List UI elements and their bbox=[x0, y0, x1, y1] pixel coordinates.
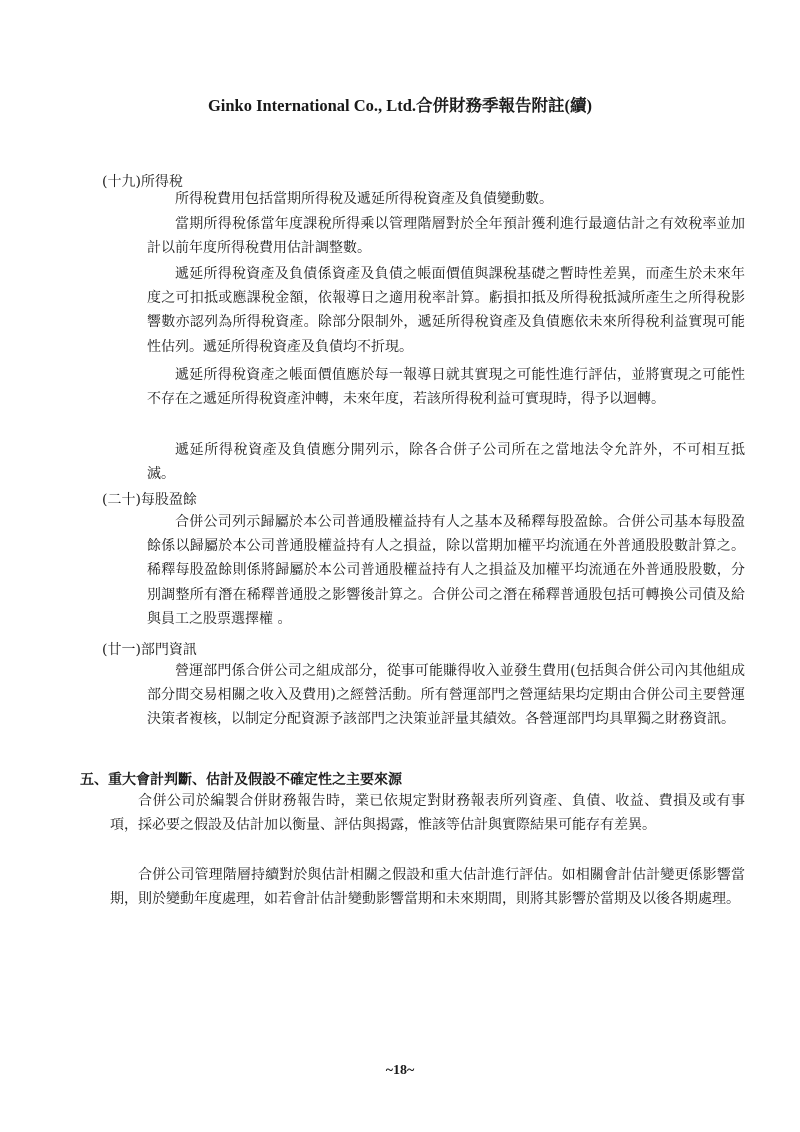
paragraph: 遞延所得稅資產及負債應分開列示，除各合併子公司所在之當地法令允許外，不可相互抵滅。 bbox=[147, 442, 745, 483]
paragraph: 合併公司列示歸屬於本公司普通股權益持有人之基本及稀釋每股盈餘。合併公司基本每股盈餘係以歸屬於本公司普通股權益持有人之損益，除以當期加權平均流通在外普通股股數計算之。稀釋每股盈餘則係將歸屬於本公司普通股權益持有人之損益及加權平均流通在外普通股股數，分別調整所有潛在稀釋普通股之影響後計算之。合併公司之潛在稀釋普通股包括可轉換公司債及給與員工之股票選擇權 。 bbox=[147, 514, 745, 627]
section-heading-income-tax: (十九)所得稅 bbox=[102, 174, 183, 190]
section5-heading: 五、重大會計判斷、估計及假設不確定性之主要來源 bbox=[80, 772, 402, 788]
page-number: ~18~ bbox=[385, 1063, 415, 1078]
page-title: Ginko International Co., Ltd.合併財務季報告附註(續) bbox=[207, 96, 593, 115]
paragraph: 營運部門係合併公司之組成部分，從事可能賺得收入並發生費用(包括與合併公司內其他組成部分間交易相關之收入及費用)之經營活動。所有營運部門之營運結果均定期由合併公司主要營運決策者複核，以制定分配資源予該部門之決策並評量其績效。各營運部門均具單獨之財務資訊。 bbox=[147, 663, 745, 728]
paragraph: 當期所得稅係當年度課稅所得乘以管理階層對於全年預計獲利進行最適估計之有效稅率並加計以前年度所得稅費用估計調整數。 bbox=[147, 216, 745, 257]
section-heading-eps: (二十)每股盈餘 bbox=[102, 492, 197, 508]
section-heading-segment: (廿一)部門資訊 bbox=[102, 642, 197, 658]
paragraph: 遞延所得稅資產之帳面價值應於每一報導日就其實現之可能性進行評估，並將實現之可能性不存在之遞延所得稅資產沖轉，未來年度，若該所得稅利益可實現時，得予以迴轉。 bbox=[147, 367, 745, 408]
paragraph: 所得稅費用包括當期所得稅及遞延所得稅資產及負債變動數。 bbox=[175, 191, 553, 207]
paragraph: 合併公司於編製合併財務報告時，業已依規定對財務報表所列資產、負債、收益、費損及或有事項，採必要之假設及估計加以衡量、評估與揭露，惟該等估計與實際結果可能存有差異。 bbox=[110, 793, 745, 834]
paragraph: 合併公司管理階層持續對於與估計相關之假設和重大估計進行評估。如相關會計估計變更係影響當期，則於變動年度處理，如若會計估計變動影響當期和未來期間，則將其影響於當期及以後各期處理。 bbox=[110, 867, 745, 908]
paragraph: 遞延所得稅資產及負債係資產及負債之帳面價值與課稅基礎之暫時性差異，而產生於未來年度之可扣抵或應課稅金額，依報導日之適用稅率計算。虧損扣抵及所得稅抵減所產生之所得稅影響數亦認列為所得稅資產。除部分限制外，遞延所得稅資產及負債應依未來所得稅利益實現可能性估列。遞延所得稅資產及負債均不折現。 bbox=[147, 266, 745, 355]
